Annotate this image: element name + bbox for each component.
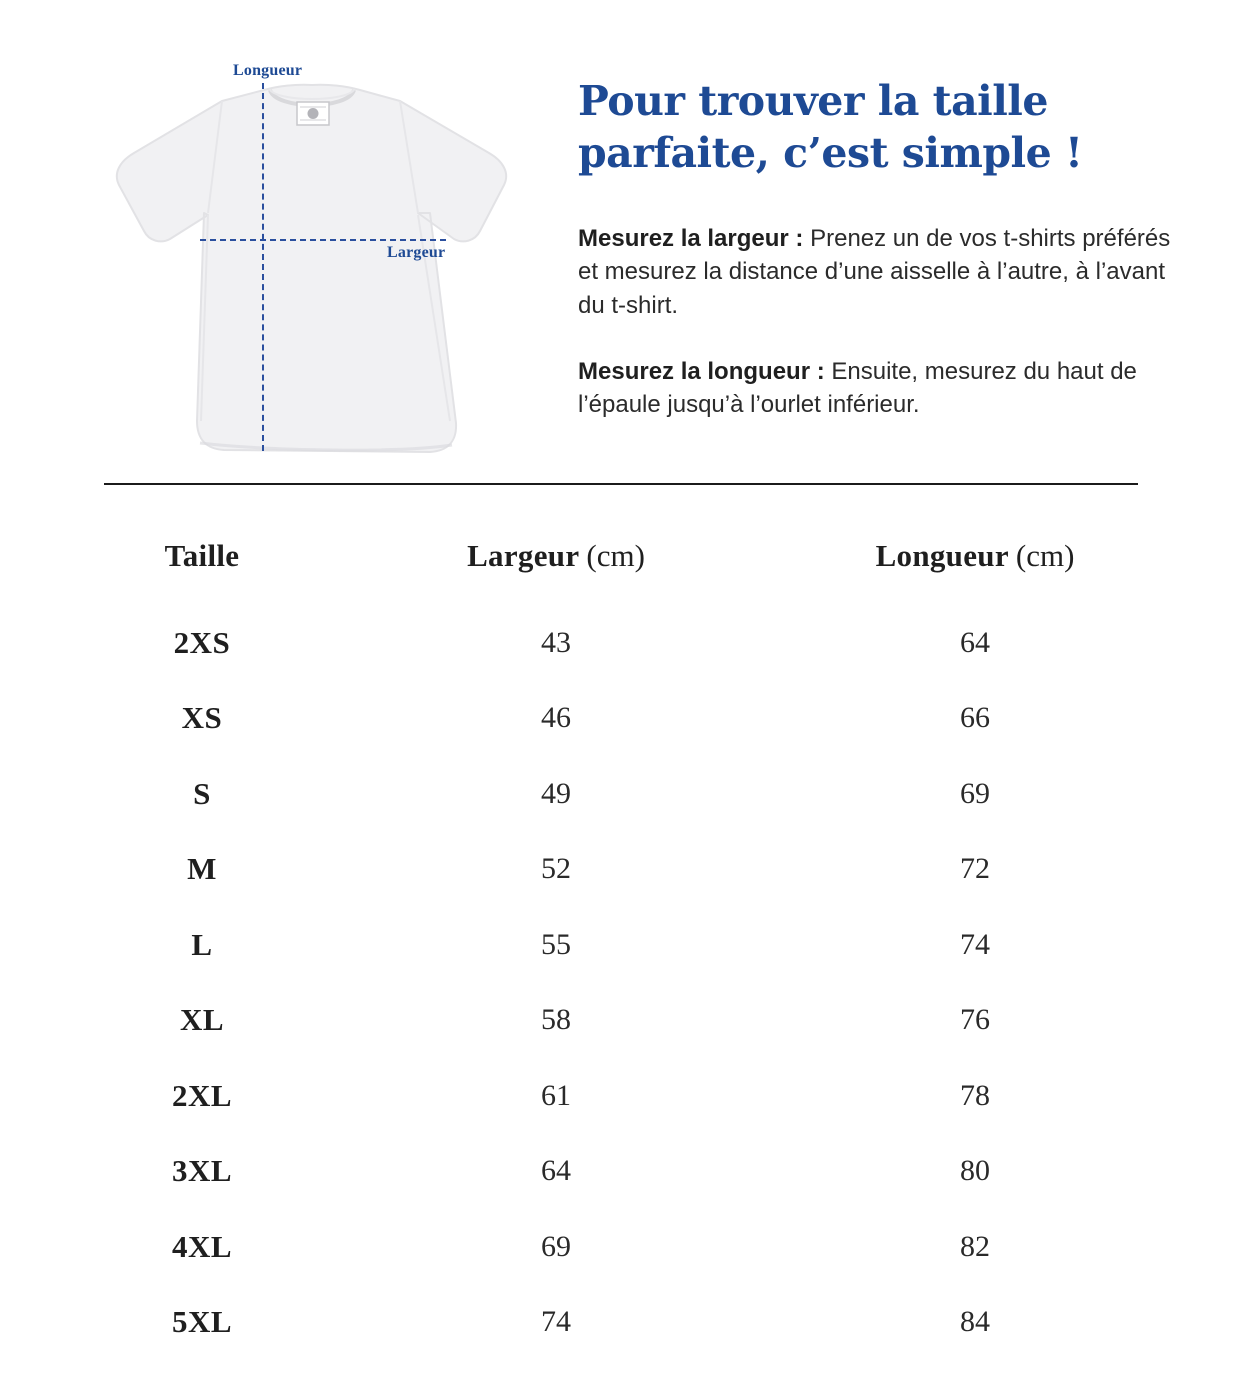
measure-width-lead: Mesurez la largeur : — [578, 225, 804, 253]
page-title-line1: Pour trouver la taille — [578, 77, 1048, 125]
length-cell: 69 — [960, 776, 990, 810]
table-row — [104, 1285, 1138, 1361]
size-cell: M — [187, 851, 217, 887]
table-row — [104, 1209, 1138, 1285]
length-cell: 74 — [960, 927, 990, 961]
measure-length-text: Ensuite, mesurez du haut de l’épaule jusqu’à l’ourlet inférieur. — [578, 357, 1137, 418]
table-row — [104, 1134, 1138, 1210]
intro-section — [578, 76, 1178, 421]
page-title-line2: parfaite, c’est simple ! — [578, 128, 1083, 177]
width-cell: 64 — [541, 1154, 571, 1188]
table-row — [104, 605, 1138, 681]
header-longueur: Longueur (cm) — [875, 537, 1075, 573]
length-cell: 82 — [960, 1229, 990, 1263]
table-row — [104, 907, 1138, 983]
size-table — [104, 528, 1138, 1360]
header-largeur: Largeur (cm) — [467, 537, 645, 573]
table-row — [104, 681, 1138, 757]
length-cell: 64 — [960, 625, 990, 659]
length-cell: 78 — [960, 1078, 990, 1112]
table-row — [104, 832, 1138, 908]
tshirt-diagram — [100, 55, 520, 467]
length-cell: 66 — [960, 701, 990, 735]
table-header-row — [104, 528, 1138, 583]
size-cell: XL — [179, 1002, 225, 1038]
measure-length-paragraph — [578, 355, 1178, 421]
table-row — [104, 983, 1138, 1059]
width-cell: 46 — [541, 701, 571, 735]
length-cell: 76 — [960, 1003, 990, 1037]
measure-width-paragraph — [578, 222, 1178, 321]
tshirt-image — [100, 55, 520, 467]
page-title — [578, 76, 1178, 179]
size-cell: L — [191, 926, 213, 962]
width-cell: 55 — [541, 927, 571, 961]
width-cell: 69 — [541, 1229, 571, 1263]
longueur-label: Longueur — [233, 62, 303, 79]
length-cell: 84 — [960, 1305, 990, 1339]
length-cell: 72 — [960, 852, 990, 886]
size-cell: S — [193, 775, 211, 811]
size-cell: 5XL — [171, 1304, 233, 1340]
measure-width-text: Prenez un de vos t-shirts préférés et mesurez la distance d’une aisselle à l’autre, à l’avant du t-shirt. — [578, 225, 1171, 319]
width-cell: 61 — [541, 1078, 571, 1112]
size-cell: XS — [181, 700, 223, 736]
table-row — [104, 756, 1138, 832]
width-cell: 43 — [541, 625, 571, 659]
size-cell: 2XS — [173, 624, 231, 660]
table-row — [104, 1058, 1138, 1134]
width-cell: 52 — [541, 852, 571, 886]
width-cell: 58 — [541, 1003, 571, 1037]
longueur-dashed-line — [262, 83, 264, 451]
size-cell: 2XL — [171, 1077, 233, 1113]
largeur-dashed-line — [200, 239, 446, 241]
width-cell: 74 — [541, 1305, 571, 1339]
size-cell: 4XL — [171, 1228, 233, 1264]
largeur-label: Largeur — [387, 244, 446, 261]
section-divider — [104, 483, 1138, 485]
width-cell: 49 — [541, 776, 571, 810]
length-cell: 80 — [960, 1154, 990, 1188]
measure-length-lead: Mesurez la longueur : — [578, 357, 825, 385]
header-taille: Taille — [164, 537, 240, 573]
size-cell: 3XL — [171, 1153, 233, 1189]
